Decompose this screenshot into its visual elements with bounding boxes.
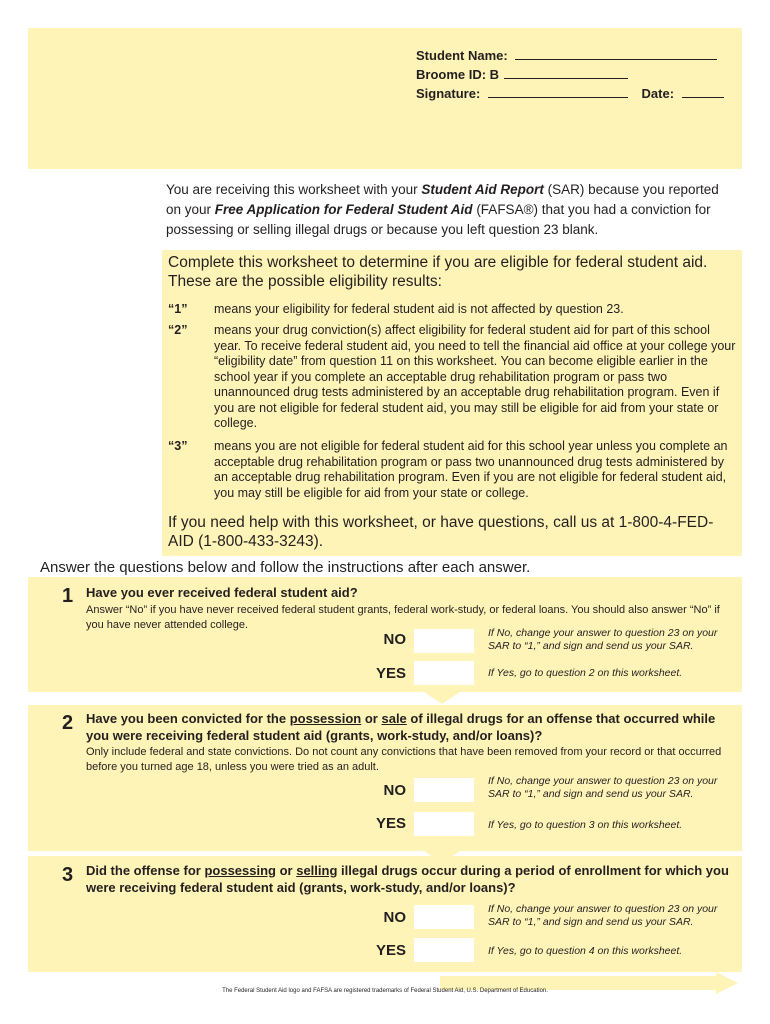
- question-2-title-possession: possession: [289, 711, 362, 726]
- question-1-yes-instruction: If Yes, go to question 2 on this worksheet.: [488, 667, 683, 679]
- signature-label: Signature:: [416, 86, 481, 101]
- question-1-no-label: NO: [383, 631, 406, 648]
- fafsa-name: Free Application for Federal Student Aid: [214, 202, 473, 217]
- question-2-title-text: Have you been convicted for the: [86, 711, 290, 726]
- question-1-no-instruction: If No, change your answer to question 23 on your SAR to “1,” and sign and send us your SAR.: [488, 627, 718, 652]
- question-2-yes-label: YES: [375, 815, 406, 832]
- question-2-title: [86, 710, 736, 744]
- question-2-no-label: NO: [383, 782, 406, 799]
- student-name-field[interactable]: [515, 47, 717, 60]
- question-3-no-box[interactable]: [414, 905, 474, 929]
- question-2-no-box[interactable]: [414, 778, 474, 802]
- question-3-title-text: Did the offense for: [86, 863, 205, 878]
- question-3-title-rest: illegal drugs occur during a period of enrollment for which you were receiving federal student aid (grants, work-study, and/or loans)?: [86, 863, 729, 895]
- date-label: Date:: [641, 86, 675, 101]
- date-field[interactable]: [682, 85, 724, 98]
- result-text: means your drug conviction(s) affect eligibility for federal student aid for part of this school year. To receive federal student aid, you need to tell the financial aid office at your college your “eligibility date” from question 11 on this worksheet. You can become eligible earlier in the school year if you complete an acceptable drug rehabilitation program or pass two unannounced drug tests administered by an acceptable drug rehabilitation program. Even if you are not eligible for federal student aid, you may still be eligible for aid from your state or college.: [214, 323, 736, 430]
- signature-row: [416, 85, 724, 101]
- question-3-title-or: or: [275, 863, 297, 878]
- question-2-yes-instruction: If Yes, go to question 3 on this worksheet.: [488, 819, 683, 831]
- intro-text-3: (FAFSA®) that you had a conviction for possessing or selling illegal drugs or because you left question 23 blank.: [166, 202, 711, 237]
- question-3-no-label: NO: [383, 909, 406, 926]
- result-code: “2”: [168, 323, 188, 337]
- broome-id-row: [416, 66, 628, 82]
- question-3-yes-instruction: If Yes, go to question 4 on this worksheet.: [488, 945, 683, 957]
- result-text: means you are not eligible for federal student aid for this school year unless you complete an acceptable drug rehabilitation program or pass two unannounced drug tests administered by an acceptable drug rehabilitation program. Even if you are not eligible for federal student aid, you may still be eligible for aid from your state or college.: [214, 439, 728, 500]
- question-3-yes-box[interactable]: [414, 938, 474, 962]
- signature-field[interactable]: [488, 85, 628, 98]
- intro-paragraph: [166, 180, 726, 240]
- question-1-no-box[interactable]: [414, 629, 474, 653]
- question-3-title-possessing: possessing: [204, 863, 276, 878]
- question-3-yes-label: YES: [375, 942, 406, 959]
- question-2-title-or: or: [361, 711, 382, 726]
- question-2-no-instruction: If No, change your answer to question 23 on your SAR to “1,” and sign and send us your SAR.: [488, 775, 718, 800]
- question-2-number: 2: [62, 712, 74, 734]
- question-2-title-rest: of illegal drugs for an offense that occurred while you were receiving federal student aid (grants, work-study, and/or loans)?: [86, 711, 716, 743]
- footnote: The Federal Student Aid logo and FAFSA are registered trademarks of Federal Student Aid, U.S. Department of Education.: [222, 988, 548, 994]
- question-1-title: Have you ever received federal student aid?: [86, 585, 358, 600]
- question-1-yes-box[interactable]: [414, 661, 474, 685]
- result-code: “3”: [168, 439, 188, 453]
- question-3-title: [86, 862, 736, 896]
- result-code: “1”: [168, 302, 188, 316]
- answer-instructions: Answer the questions below and follow the instructions after each answer.: [40, 559, 531, 576]
- question-3-no-instruction: If No, change your answer to question 23 on your SAR to “1,” and sign and send us your SAR.: [488, 903, 718, 928]
- intro-text-1: You are receiving this worksheet with your: [166, 182, 422, 197]
- question-2-subtitle: Only include federal and state convictions. Do not count any convictions that have been removed from your record or that occurred before you turned age 18, unless you were tried as an adult.: [86, 746, 722, 773]
- arrow-down-icon: [424, 692, 460, 704]
- result-text: means your eligibility for federal student aid is not affected by question 23.: [214, 302, 624, 316]
- question-2-title-sale: sale: [381, 711, 407, 726]
- intro-text-2: (SAR) because you reported on your: [166, 182, 719, 217]
- question-1-yes-label: YES: [375, 665, 406, 682]
- broome-id-field[interactable]: [504, 66, 628, 79]
- question-1-number: 1: [62, 585, 74, 607]
- question-3-title-selling: selling: [296, 863, 338, 878]
- question-3-number: 3: [62, 864, 74, 886]
- broome-id-label: Broome ID: B: [416, 67, 500, 82]
- student-name-row: [416, 47, 717, 63]
- question-1-subtitle: Answer “No” if you have never received federal student grants, federal work-study, or federal loans. You should also answer “No” if you have never attended college.: [86, 604, 720, 631]
- sar-name: Student Aid Report: [421, 182, 544, 197]
- eligibility-heading: Complete this worksheet to determine if you are eligible for federal student aid. These are the possible eligibility results:: [168, 254, 708, 290]
- help-text: If you need help with this worksheet, or have questions, call us at 1-800-4-FED-AID (1-800-433-3243).: [168, 514, 714, 550]
- question-2-yes-box[interactable]: [414, 812, 474, 836]
- student-name-label: Student Name:: [416, 48, 508, 63]
